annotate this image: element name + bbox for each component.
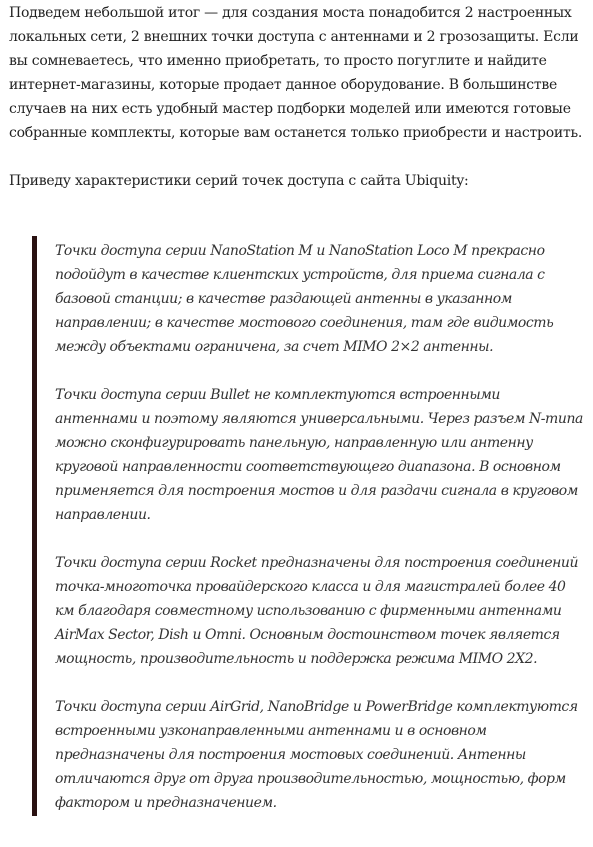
quote-paragraph-bullet: Точки доступа серии Bullet не комплектуются встроенными антеннами и поэтому являются универсальными. Через разъем N-типа можно сконфигурировать панельную, направленную или антенну круговой направленности соответствующего диапазона. В основном применяется для построения мостов и для раздачи сигнала в круговом направлении. [55, 387, 583, 523]
quote-paragraph-airgrid: Точки доступа серии AirGrid, NanoBridge и PowerBridge комплектуются встроенными узконаправленными антеннами и в основном предназначены для построения мостовых соединений. Антенны отличаются друг от друга производительностью, мощностью, форм фактором и предназначением. [55, 699, 578, 811]
quote-intro-paragraph: Приведу характеристики серий точек доступа с сайта Ubiquity: [9, 173, 469, 189]
summary-paragraph: Подведем небольшой итог — для создания моста понадобится 2 настроенных локальных сети, 2 внешних точки доступа с антеннами и 2 грозозащиты. Если вы сомневаетесь, что именно приобретать, то просто погуглите и найдите интернет-магазины, которые продает данное оборудование. В большинстве случаев на них есть удобный мастер подборки моделей или имеются готовые собранные комплекты, которые вам останется только приобрести и настроить. [9, 5, 583, 141]
article-body [9, 0, 587, 193]
quote-paragraph-rocket: Точки доступа серии Rocket предназначены для построения соединений точка-многоточка провайдерского класса и для магистралей более 40 км благодаря совместному использованию с фирменными антеннами AirMax Sector, Dish и Omni. Основным достоинством точек является мощность, производительность и поддержка режима MIMO 2X2. [55, 555, 579, 667]
ubiquity-series-blockquote [32, 236, 584, 816]
quote-paragraph-nanostation: Точки доступа серии NanoStation M и NanoStation Loco M прекрасно подойдут в качестве клиентских устройств, для приема сигнала с базовой станции; в качестве раздающей антенны в указанном направлении; в качестве мостового соединения, там где видимость между объектами ограничена, за счет MIMO 2×2 антенны. [55, 243, 554, 355]
